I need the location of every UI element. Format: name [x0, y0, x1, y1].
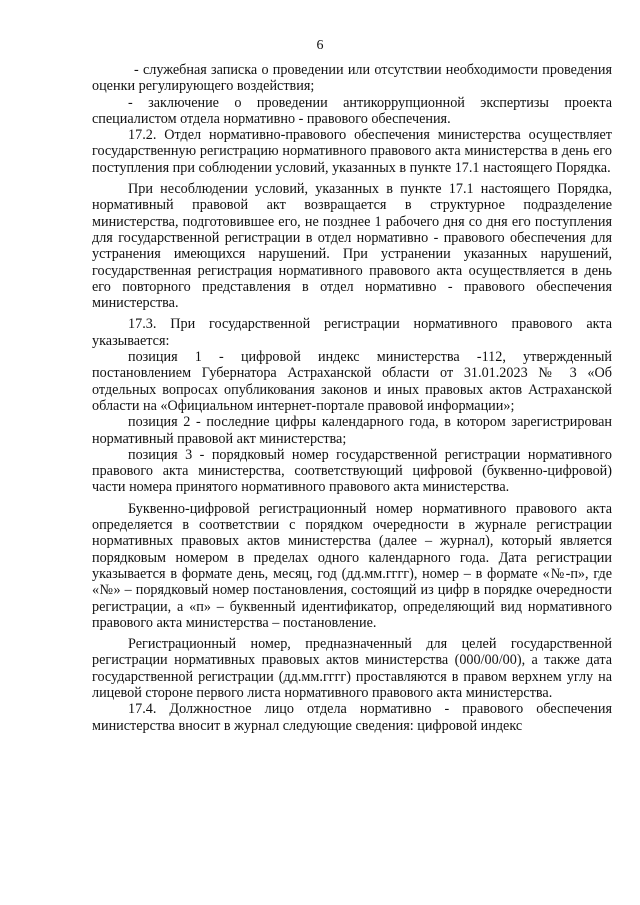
- paragraph-registration-placement: Регистрационный номер, предназначенный для целей государственной регистрации нормативных правовых актов министерства (000/00/00), а также дата государственной регистрации (дд.мм.гггг) проставляются в правом верхнем углу на лицевой стороне первого листа нормативного правового акта министерства.: [92, 636, 612, 701]
- paragraph-noncompliance: При несоблюдении условий, указанных в пункте 17.1 настоящего Порядка, нормативный правовой акт возвращается в структурное подразделение министерства, подготовившее его, не позднее 1 рабочего дня со дня его поступления для государственной регистрации в отдел нормативно - правового обеспечения для устранения имеющихся нарушений. При устранении указанных нарушений, государственная регистрация нормативного правового акта осуществляется в день его повторного представления в отдел нормативно - правового обеспечения министерства.: [92, 181, 612, 312]
- paragraph-position-2: позиция 2 - последние цифры календарного года, в котором зарегистрирован нормативный правовой акт министерства;: [92, 414, 612, 447]
- paragraph-registration-number: Буквенно-цифровой регистрационный номер нормативного правового акта определяется в соответствии с порядком очередности в журнале регистрации нормативных правовых актов министерства (далее – журнал), который является порядковым номером в пределах одного календарного года. Дата регистрации указывается в формате день, месяц, год (дд.мм.гггг), номер – в формате «№-п», где «№» – порядковый номер постановления, состоящий из цифр в порядке очередности регистрации, а «п» – буквенный идентификатор, определяющий вид нормативного правового акта министерства – постановление.: [92, 500, 612, 631]
- page-number: 6: [316, 38, 324, 53]
- paragraph-17-3: 17.3. При государственной регистрации нормативного правового акта указывается:: [92, 316, 612, 349]
- paragraph-service-note: - служебная записка о проведении или отсутствии необходимости проведения оценки регулирующего воздействия;: [92, 62, 612, 95]
- paragraph-17-4: 17.4. Должностное лицо отдела нормативно - правового обеспечения министерства вносит в журнал следующие сведения: цифровой индекс: [92, 701, 612, 734]
- paragraph-17-2: 17.2. Отдел нормативно-правового обеспечения министерства осуществляет государственную регистрацию нормативного правового акта министерства в день его поступления при соблюдении условий, указанных в пункте 17.1 настоящего Порядка.: [92, 127, 612, 176]
- document-body: [92, 62, 612, 734]
- paragraph-anticorruption-conclusion: - заключение о проведении антикоррупционной экспертизы проекта специалистом отдела нормативно - правового обеспечения.: [92, 94, 612, 127]
- paragraph-position-1: позиция 1 - цифровой индекс министерства -112, утвержденный постановлением Губернатора Астраханской области от 31.01.2023 № 3 «Об отдельных вопросах опубликования законов и иных правовых актов Астраханской области на «Официальном интернет-портале правовой информации»;: [92, 349, 612, 414]
- paragraph-position-3: позиция 3 - порядковый номер государственной регистрации нормативного правового акта министерства, соответствующий цифровой (буквенно-цифровой) части номера принятого нормативного правового акта министерства.: [92, 446, 612, 496]
